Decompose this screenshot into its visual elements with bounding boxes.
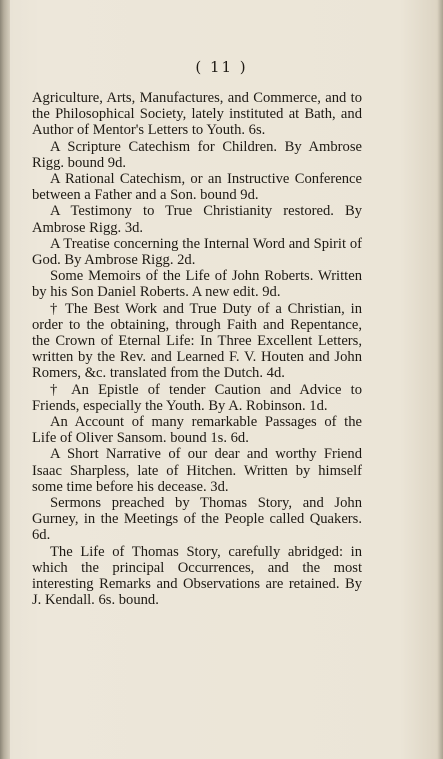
- list-entry: A Rational Catechism, or an Instructive Conference between a Father and a Son. bound 9d.: [32, 171, 362, 204]
- book-list: [32, 90, 362, 609]
- list-entry: A Scripture Catechism for Children. By Ambrose Rigg. bound 9d.: [32, 138, 362, 171]
- list-entry: A Treatise concerning the Internal Word and Spirit of God. By Ambrose Rigg. 2d.: [32, 235, 362, 269]
- list-entry: Some Memoirs of the Life of John Roberts. Written by his Son Daniel Roberts. A new edit. 9d.: [32, 268, 362, 301]
- list-entry: A Testimony to True Christianity restored. By Ambrose Rigg. 3d.: [32, 203, 362, 236]
- list-entry: An Account of many remarkable Passages of the Life of Oliver Sansom. bound 1s. 6d.: [32, 414, 362, 447]
- binding-gutter: [0, 0, 10, 759]
- list-entry: Sermons preached by Thomas Story, and John Gurney, in the Meetings of the People called Quakers. 6d.: [32, 495, 362, 544]
- list-entry: The Life of Thomas Story, carefully abridged: in which the principal Occurrences, and the most interesting Remarks and Observations are retained. By J. Kendall. 6s. bound.: [32, 543, 362, 609]
- list-entry: † The Best Work and True Duty of a Christian, in order to the obtaining, through Faith and Repentance, the Crown of Eternal Life: In Three Excellent Letters, written by the Rev. and Learned F. V. Houten and John Romers, &c. translated from the Dutch. 4d.: [32, 300, 362, 382]
- list-entry: Agriculture, Arts, Manufactures, and Commerce, and to the Philosophical Society, lately instituted at Bath, and Author of Mentor's Letters to Youth. 6s.: [32, 90, 362, 139]
- page-number: ( 11 ): [195, 58, 248, 76]
- list-entry: A Short Narrative of our dear and worthy Friend Isaac Sharpless, late of Hitchen. Written by himself some time before his decease. 3d.: [32, 446, 362, 495]
- list-entry: † An Epistle of tender Caution and Advice to Friends, especially the Youth. By A. Robinson. 1d.: [32, 381, 362, 414]
- page-edge: [438, 0, 443, 759]
